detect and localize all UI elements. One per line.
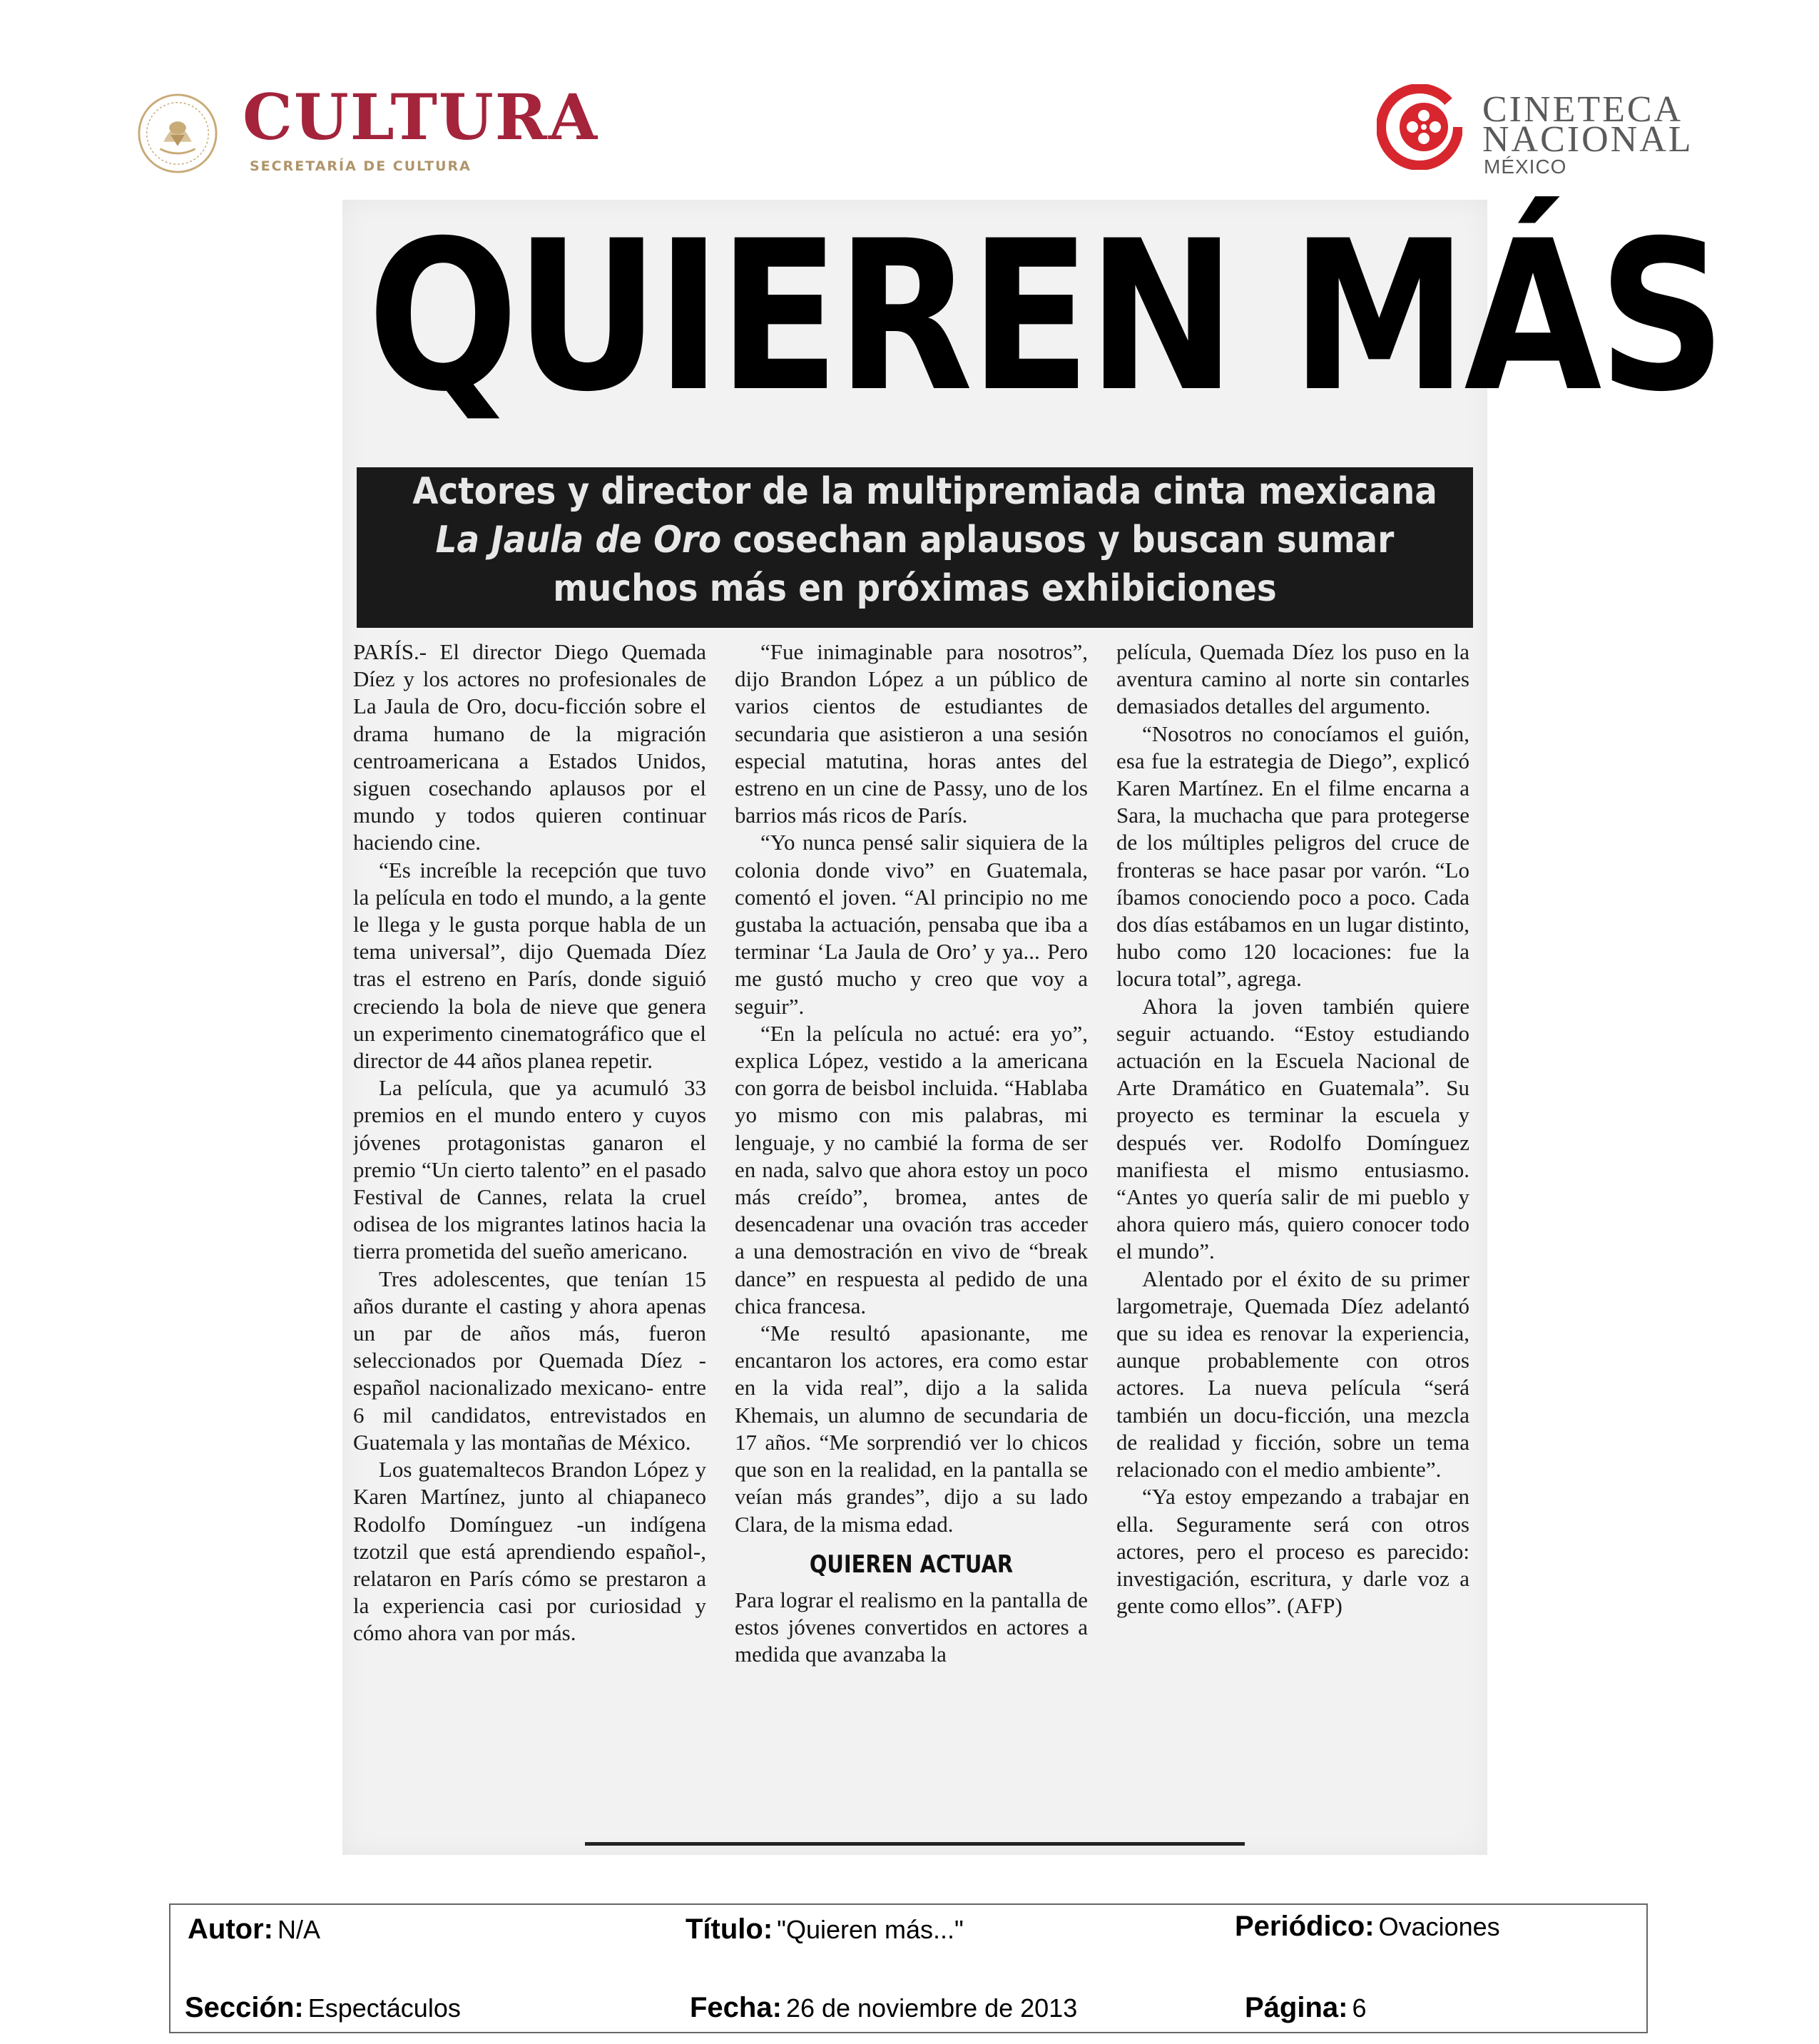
fecha-value: 26 de noviembre de 2013 bbox=[785, 1993, 1078, 2023]
periodico-field bbox=[1235, 1911, 1500, 1943]
film-title: La Jaula de Oro bbox=[435, 519, 722, 561]
seccion-value: Espectáculos bbox=[307, 1993, 461, 2023]
paragraph: “En la película no actué: era yo”, explica López, vestido a la americana con gorra de beisbol incluida. “Hablaba yo mismo con mis palabras, mi lenguaje, y no cambié la forma de ser en nada, salvo que ahora estoy un poco más creído”, bromea, antes de desencadenar una ovación tras acceder a una demostración en vivo de “break dance” en respuesta al pedido de una chica francesa. bbox=[735, 1020, 1088, 1318]
paragraph: “Me resultó apasionante, me encantaron los actores, era como estar en la vida real”, dijo a la salida Khemais, un alumno de secundaria de 17 años. “Me sorprendió ver lo chicos que son en la realidad, en la pantalla se veían más grandes”, dijo a su lado Clara, de la misma edad. bbox=[735, 1321, 1088, 1537]
periodico-label: Periódico: bbox=[1235, 1911, 1375, 1942]
article-column-1 bbox=[353, 639, 706, 1837]
pagina-field bbox=[1245, 1992, 1367, 2024]
paragraph: Tres adolescentes, que tenían 15 años durante el casting y ahora apenas un par de años más, fueron seleccionados por Quemada Díez - español nacionalizado mexicano- entre 6 mil candidatos, entrevistados en Guatemala y las montañas de México. bbox=[353, 1266, 706, 1455]
autor-label: Autor: bbox=[188, 1913, 273, 1945]
paragraph: La película, que ya acumuló 33 premios en el mundo entero y cuyos jóvenes protagonistas ganaron el premio “Un cierto talento” en el pasado Festival de Cannes, relata la cruel odisea de los migrantes latinos hacia la tierra prometida del sueño americano. bbox=[353, 1075, 706, 1264]
paragraph: Ahora la joven también quiere seguir actuando. “Estoy estudiando actuación en la Escuela Nacional de Arte Dramático en Guatemala”. Su proyecto es terminar la escuela y después ver. Rodolfo Domínguez manifiesta el mismo entusiasmo. “Antes yo quería salir de mi pueblo y ahora quiero más, quiero conocer todo el mundo”. bbox=[1116, 993, 1469, 1264]
metadata-box bbox=[169, 1903, 1648, 2033]
fecha-label: Fecha: bbox=[690, 1992, 782, 2023]
pagina-value: 6 bbox=[1352, 1993, 1367, 2023]
paragraph: “Yo nunca pensé salir siquiera de la colonia donde vivo” en Guatemala, comentó el joven. “Al principio no me gustaba la actuación, pensaba que iba a terminar ‘La Jaula de Oro’ y ya... Pero me gustó mucho y creo que voy a seguir”. bbox=[735, 830, 1088, 1019]
coat-of-arms-seal-icon bbox=[136, 91, 220, 176]
bottom-rule bbox=[585, 1842, 1245, 1846]
deck-line-2 bbox=[412, 516, 1417, 564]
paragraph: película, Quemada Díez los puso en la aventura camino al norte sin contarles demasiados detalles del argumento. bbox=[1116, 639, 1469, 719]
article-column-2 bbox=[735, 639, 1088, 1837]
pagina-label: Página: bbox=[1245, 1992, 1348, 2023]
autor-value: N/A bbox=[277, 1915, 320, 1944]
cineteca-line3: MÉXICO bbox=[1484, 156, 1567, 178]
newspaper-clipping bbox=[342, 197, 1723, 1855]
deck-line-2-rest: cosechan aplausos y buscan sumar bbox=[721, 519, 1395, 561]
seccion-field bbox=[185, 1992, 461, 2024]
paragraph: “Ya estoy empezando a trabajar en ella. Seguramente será con otros actores, pero el proceso es parecido: investigación, escritura, y darle voz a gente como ellos”. (AFP) bbox=[1116, 1484, 1469, 1619]
paragraph: “Es increíble la recepción que tuvo la película en todo el mundo, a la gente le llega y le gusta porque habla de un tema universal”, dijo Quemada Díez tras el estreno en París, donde siguió creciendo la bola de nieve que genera un experimento cinematográfico que el director de 44 años planea repetir. bbox=[353, 857, 706, 1074]
article-headline: QUIEREN MÁS bbox=[367, 197, 1723, 437]
paragraph: PARÍS.- El director Diego Quemada Díez y los actores no profesionales de La Jaula de Oro, docu-ficción sobre el drama humano de la migración centroamericana a Estados Unidos, siguen cosechando aplausos por el mundo y todos quieren continuar haciendo cine. bbox=[353, 639, 706, 855]
cineteca-line2: NACIONAL bbox=[1482, 119, 1693, 160]
deck-line-3: muchos más en próximas exhibiciones bbox=[553, 567, 1277, 610]
paragraph: Alentado por el éxito de su primer largometraje, Quemada Díez adelantó que su idea es renovar la experiencia, aunque probablemente con otros actores. La nueva película “será también un docu-ficción, una mezcla de realidad y ficción, sobre un tema relacionado con el medio ambiente”. bbox=[1116, 1266, 1469, 1483]
film-reel-icon bbox=[1377, 84, 1462, 170]
periodico-value: Ovaciones bbox=[1378, 1912, 1500, 1941]
paragraph: “Nosotros no conocíamos el guión, esa fue la estrategia de Diego”, explicó Karen Martínez. En el filme encarna a Sara, la muchacha que para protegerse de los múltiples peligros del cruce de fronteras se hace pasar por varón. “Lo íbamos conociendo poco a poco. Cada dos días estábamos en un lugar distinto, hubo como 120 locaciones: fue la locura total”, agrega. bbox=[1116, 721, 1469, 992]
autor-field bbox=[188, 1913, 320, 1946]
cultura-wordmark: CULTURA bbox=[243, 80, 599, 154]
article-column-3 bbox=[1116, 639, 1469, 1837]
deck-line-1: Actores y director de la multipremiada cinta mexicana bbox=[412, 470, 1437, 513]
cineteca-logo bbox=[1377, 84, 1698, 184]
titulo-value: "Quieren más..." bbox=[777, 1915, 964, 1944]
article-deck bbox=[357, 467, 1473, 628]
titulo-field bbox=[686, 1913, 964, 1946]
paragraph: Para lograr el realismo en la pantalla de estos jóvenes convertidos en actores a medida que avanzaba la bbox=[735, 1587, 1088, 1667]
titulo-label: Título: bbox=[686, 1913, 773, 1945]
cineteca-line1: CINETECA bbox=[1482, 89, 1683, 130]
paragraph: “Fue inimaginable para nosotros”, dijo Brandon López a un público de varios cientos de estudiantes de secundaria que asistieron a una sesión especial matutina, horas antes del estreno en un cine de Passy, uno de los barrios más ricos de París. bbox=[735, 639, 1088, 828]
seccion-label: Sección: bbox=[185, 1992, 304, 2023]
section-subhead: QUIEREN ACTUAR bbox=[809, 1550, 1014, 1579]
cultura-subtitle: SECRETARÍA DE CULTURA bbox=[250, 158, 472, 174]
paragraph: Los guatemaltecos Brandon López y Karen Martínez, junto al chiapaneco Rodolfo Domínguez -un indígena tzotzil que está aprendiendo español-, relataron en París cómo se prestaron a la experiencia casi por curiosidad y cómo ahora van por más. bbox=[353, 1457, 706, 1646]
fecha-field bbox=[690, 1992, 1077, 2024]
cultura-logo bbox=[136, 80, 621, 184]
